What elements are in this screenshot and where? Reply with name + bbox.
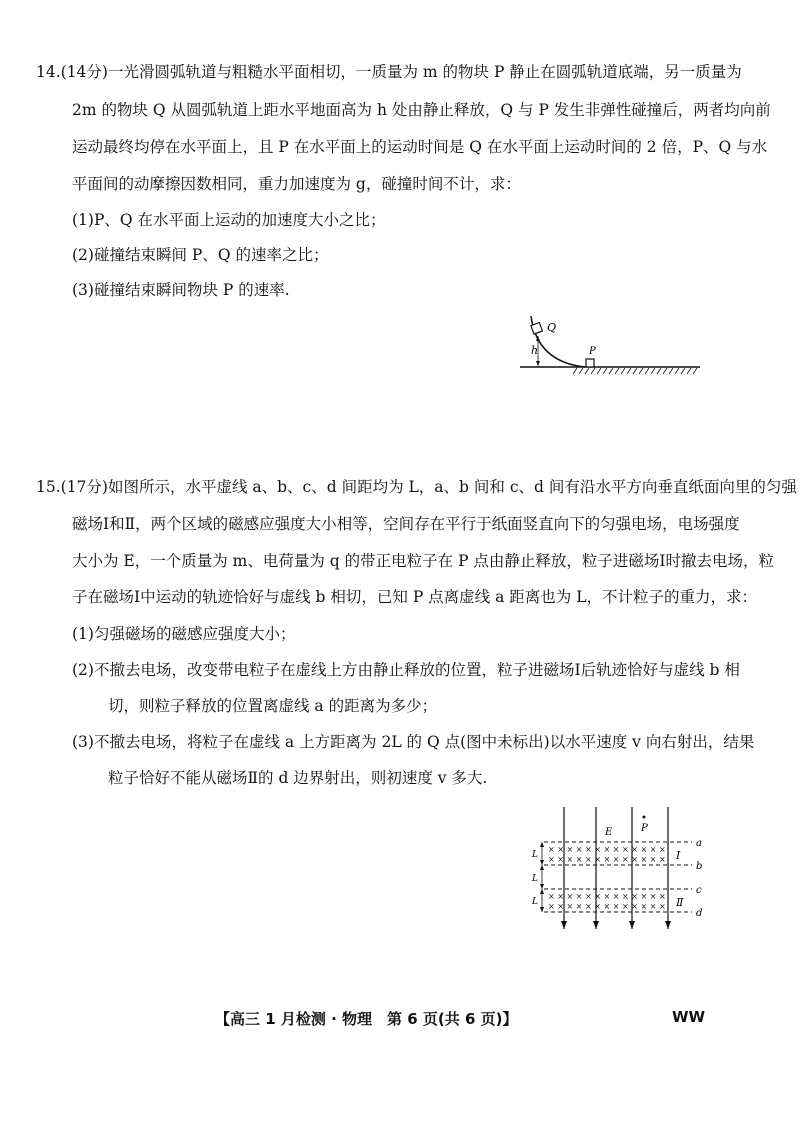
q14-line-1: 14.(14分)一光滑圆弧轨道与粗糙水平面相切，一质量为 m 的物块 P 静止在圆弧轨道底端，另一质量为 <box>36 63 742 81</box>
label-d: d <box>696 908 703 919</box>
label-a: a <box>696 838 702 849</box>
svg-text:× × × × × × × × × × × × ×: × × × × × × × × × × × × × <box>548 892 666 901</box>
q15-sub-2-cont: 切，则粒子释放的位置离虚线 a 的距离为多少； <box>108 697 438 715</box>
label-c: c <box>696 885 702 896</box>
svg-text:× × × × × × × × × × × × ×: × × × × × × × × × × × × × <box>548 902 666 911</box>
footer-code: WW <box>672 1008 706 1026</box>
q14-figure <box>515 312 705 382</box>
q14-line-4: 平面间的动摩擦因数相同，重力加速度为 g，碰撞时间不计，求： <box>72 175 521 193</box>
label-p: P <box>589 346 596 357</box>
q15-sub-3-cont: 粒子恰好不能从磁场Ⅱ的 d 边界射出，则初速度 v 多大. <box>108 769 488 787</box>
q15-sub-2: (2)不撤去电场，改变带电粒子在虚线上方由静止释放的位置，粒子进磁场Ⅰ后轨迹恰好与虚线 b 相 <box>72 661 740 679</box>
q15-line-4: 子在磁场Ⅰ中运动的轨迹恰好与虚线 b 相切，已知 P 点离虚线 a 距离也为 L，不计粒子的重力，求： <box>72 588 757 606</box>
q14-line-2: 2m 的物块 Q 从圆弧轨道上距水平地面高为 h 处由静止释放，Q 与 P 发生非弹性碰撞后，两者均向前 <box>72 101 771 119</box>
q15-figure <box>530 805 710 935</box>
q14-line-3: 运动最终均停在水平面上，且 P 在水平面上的运动时间是 Q 在水平面上运动时间的 2 倍，P、Q 与水 <box>72 138 768 156</box>
q15-sub-1: (1)匀强磁场的磁感应强度大小； <box>72 625 296 643</box>
svg-text:× × × × × × × × × × × × ×: × × × × × × × × × × × × × <box>548 855 666 864</box>
label-q: Q <box>547 321 557 334</box>
q15-sub-3: (3)不撤去电场，将粒子在虚线 a 上方距离为 2L 的 Q 点(图中未标出)以水平速度 v 向右射出，结果 <box>72 733 755 751</box>
label-l-3: L <box>532 897 538 907</box>
label-e: E <box>605 827 613 838</box>
label-p2: P <box>641 823 648 834</box>
q14-sub-1: (1)P、Q 在水平面上运动的加速度大小之比； <box>72 211 386 229</box>
page-footer: 【高三 1 月检测 · 物理 第 6 页(共 6 页)】 <box>215 1010 518 1028</box>
q15-line-2: 磁场Ⅰ和Ⅱ，两个区域的磁感应强度大小相等，空间存在平行于纸面竖直向下的匀强电场，电场强度 <box>72 515 740 533</box>
block-p <box>586 359 594 367</box>
label-l-2: L <box>532 874 538 884</box>
label-region-1: Ⅰ <box>676 849 681 862</box>
q14-sub-3: (3)碰撞结束瞬间物块 P 的速率. <box>72 281 290 299</box>
q15-line-1: 15.(17分)如图所示，水平虚线 a、b、c、d 间距均为 L，a、b 间和 c、d 间有沿水平方向垂直纸面向里的匀强 <box>36 478 797 496</box>
svg-text:× × × × × × × × × × × × ×: × × × × × × × × × × × × × <box>548 845 666 854</box>
label-b: b <box>696 861 703 872</box>
label-region-2: Ⅱ <box>676 896 684 909</box>
q15-line-3: 大小为 E，一个质量为 m、电荷量为 q 的带正电粒子在 P 点由静止释放，粒子进磁场Ⅰ时撤去电场，粒 <box>72 552 775 570</box>
point-p <box>643 816 646 819</box>
label-l-1: L <box>532 850 538 860</box>
label-h: h <box>531 344 539 357</box>
q14-sub-2: (2)碰撞结束瞬间 P、Q 的速率之比； <box>72 246 329 264</box>
